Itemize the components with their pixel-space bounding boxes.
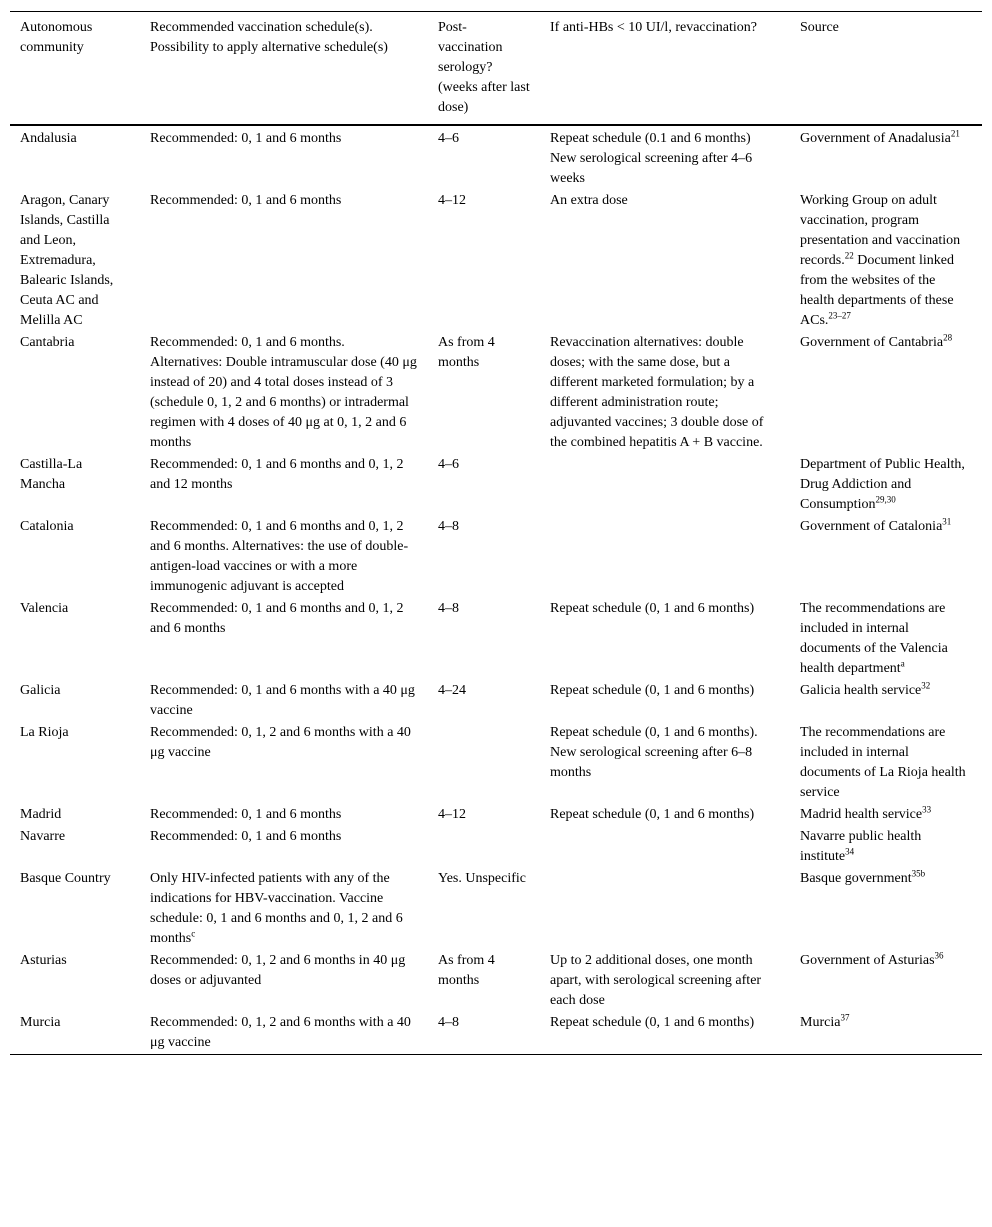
cell-schedule: Recommended: 0, 1, 2 and 6 months in 40 μg doses or adjuvanted [150,953,406,988]
cell-serology: 4–8 [438,519,459,534]
source-text: The recommendations are included in internal documents of the Valencia health department [800,601,948,676]
source-text: Government of Catalonia [800,519,943,534]
source-reference: 31 [942,516,952,527]
cell-revaccination: Repeat schedule (0, 1 and 6 months) [540,1012,790,1055]
cell-revaccination: Repeat schedule (0.1 and 6 months) New serological screening after 4–6 weeks [550,131,753,186]
cell-community: Catalonia [20,519,74,534]
source-reference: 32 [921,680,931,691]
source-reference: 29,30 [875,494,896,505]
table-row [10,826,982,868]
cell-schedule: Recommended: 0, 1 and 6 months [150,193,342,208]
schedule-text: Only HIV-infected patients with any of the indications for HBV-vaccination. Vaccine schedule: 0, 1 and 6 months and 0, 1, 2 and 6 months [150,871,403,946]
source-reference: 34 [845,846,855,857]
cell-schedule: Recommended: 0, 1 and 6 months with a 40 μg vaccine [150,683,415,718]
cell-schedule: Recommended: 0, 1 and 6 months [150,131,342,146]
source-text: Basque government [800,871,912,886]
cell-source [790,454,982,516]
cell-source [790,680,982,722]
source-reference: 37 [840,1012,850,1023]
cell-source [790,826,982,868]
cell-source [790,868,982,950]
table-row [10,598,982,680]
cell-community: Valencia [20,601,69,616]
cell-source [790,598,982,680]
cell-schedule: Recommended: 0, 1 and 6 months [150,807,342,822]
cell-community: Cantabria [20,335,75,350]
cell-serology: 4–6 [438,131,459,146]
source-text: Working Group on adult vaccination, program presentation and vaccination records. [800,193,961,268]
cell-serology: As from 4 months [438,335,495,370]
cell-community: La Rioja [20,725,69,740]
cell-serology: 4–24 [438,683,466,698]
header-revaccination: If anti-HBs < 10 UI/l, revaccination? [540,12,790,126]
cell-revaccination: Revaccination alternatives: double doses; with the same dose, but a different marketed formulation; by a different administration route; adjuvanted vaccines; 3 double dose of the combined hepatitis A + B vaccine. [550,335,764,450]
cell-revaccination [540,454,790,516]
schedule-reference: c [191,928,196,939]
cell-source [790,190,982,332]
table-row [10,868,982,950]
source-text-continued: Document linked from the websites of the health departments of these ACs. [800,253,955,328]
table-row [10,454,982,516]
cell-community: Andalusia [20,131,77,146]
cell-serology: 4–12 [438,807,466,822]
cell-source [790,516,982,598]
source-text: Madrid health service [800,807,923,822]
cell-serology [428,722,540,804]
table-row [10,332,982,454]
cell-community: Castilla-La Mancha [20,457,83,492]
table-row [10,722,982,804]
source-reference: 35b [911,868,926,879]
header-schedule: Recommended vaccination schedule(s). Possibility to apply alternative schedule(s) [140,12,428,126]
cell-revaccination: Repeat schedule (0, 1 and 6 months) [550,601,755,616]
cell-serology: 4–8 [438,601,459,616]
table-row [10,680,982,722]
cell-schedule: Recommended: 0, 1 and 6 months and 0, 1, 2 and 6 months [150,601,404,636]
vaccination-table-container [10,11,982,1055]
cell-community: Asturias [20,953,67,968]
cell-serology [428,826,540,868]
cell-community: Murcia [10,1012,140,1055]
cell-revaccination [540,826,790,868]
cell-schedule: Recommended: 0, 1 and 6 months. Alternatives: Double intramuscular dose (40 μg instead of 20) and 4 total doses instead of 3 (schedule 0, 1, 2 and 6 months) or intradermal regimen with 4 doses of 40 μg at 0, 1, 2 and 6 months [150,335,417,450]
table-row [10,125,982,190]
cell-serology: 4–6 [438,457,459,472]
source-text: Government of Cantabria [800,335,944,350]
cell-serology: 4–8 [428,1012,540,1055]
cell-schedule: Recommended: 0, 1 and 6 months and 0, 1, 2 and 6 months. Alternatives: the use of double-antigen-load vaccines or with a more immunogenic adjuvant is accepted [150,519,409,594]
cell-revaccination: Repeat schedule (0, 1 and 6 months). New serological screening after 6–8 months [550,725,758,780]
source-reference: 36 [934,950,944,961]
header-source: Source [790,12,982,126]
cell-source [790,332,982,454]
cell-community: Galicia [20,683,61,698]
cell-source [790,950,982,1012]
cell-community: Navarre [20,829,66,844]
cell-revaccination: Repeat schedule (0, 1 and 6 months) [550,683,755,698]
source-text: Department of Public Health, Drug Addiction and Consumption [800,457,965,512]
source-reference-2: 23–27 [828,310,851,321]
source-reference: 21 [950,128,960,139]
cell-source [790,125,982,190]
header-serology: Post-vaccination serology? (weeks after last dose) [428,12,540,126]
source-text: Murcia [800,1015,841,1030]
cell-schedule: Recommended: 0, 1 and 6 months and 0, 1, 2 and 12 months [150,457,404,492]
cell-serology: Yes. Unspecific [438,871,527,886]
cell-schedule: Recommended: 0, 1, 2 and 6 months with a 40 μg vaccine [140,1012,428,1055]
source-text: Government of Anadalusia [800,131,951,146]
header-community: Autonomous community [10,12,140,126]
cell-source [790,804,982,826]
table-row [10,950,982,1012]
cell-source [790,722,982,804]
table-row [10,804,982,826]
source-text: The recommendations are included in internal documents of La Rioja health service [800,725,966,800]
cell-schedule [140,868,428,950]
source-text: Galicia health service [800,683,922,698]
table-header-row [10,12,982,126]
source-reference: 33 [922,804,932,815]
cell-serology: 4–12 [438,193,466,208]
cell-revaccination [540,868,790,950]
vaccination-schedule-table [10,11,982,1055]
source-text: Navarre public health institute [800,829,922,864]
cell-schedule: Recommended: 0, 1, 2 and 6 months with a 40 μg vaccine [150,725,411,760]
cell-source [790,1012,982,1055]
cell-community: Aragon, Canary Islands, Castilla and Leon, Extremadura, Balearic Islands, Ceuta AC and Melilla AC [20,193,114,328]
cell-community: Madrid [20,807,62,822]
cell-revaccination: An extra dose [550,193,628,208]
source-reference: 22 [844,250,854,261]
cell-revaccination: Repeat schedule (0, 1 and 6 months) [550,807,755,822]
table-row [10,1012,982,1055]
table-row [10,190,982,332]
cell-revaccination [540,516,790,598]
source-reference: a [900,658,905,669]
source-text: Government of Asturias [800,953,935,968]
cell-revaccination: Up to 2 additional doses, one month apart, with serological screening after each dose [550,953,762,1008]
cell-serology: As from 4 months [438,953,495,988]
cell-community: Basque Country [20,871,111,886]
table-row [10,516,982,598]
source-reference: 28 [943,332,953,343]
cell-schedule: Recommended: 0, 1 and 6 months [150,829,342,844]
